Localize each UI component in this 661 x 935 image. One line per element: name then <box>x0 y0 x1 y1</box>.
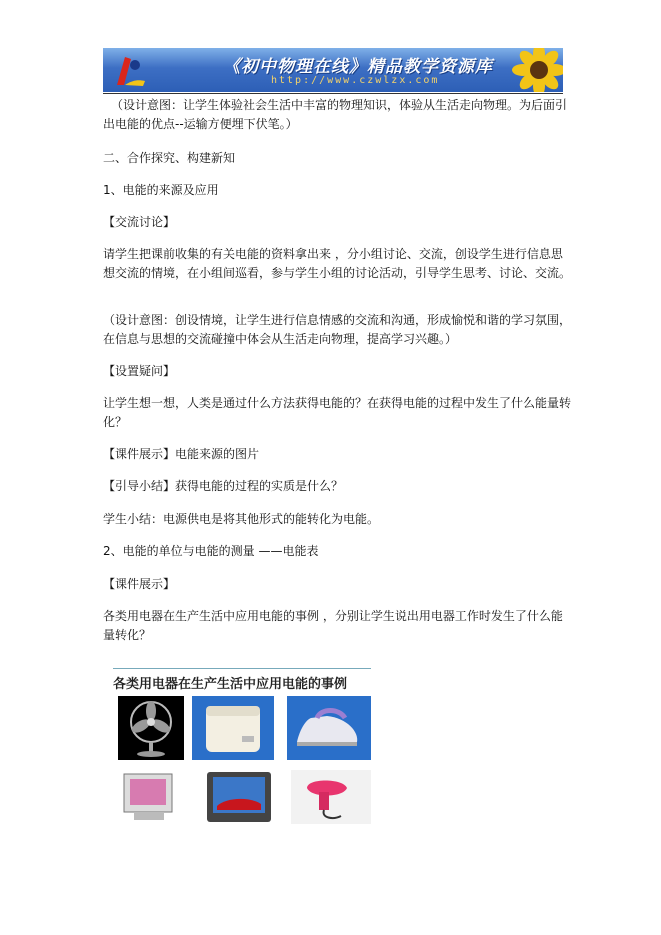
section-heading-2: 二、合作探究、构建新知 <box>103 151 236 165</box>
courseware-sources: 【课件展示】电能来源的图片 <box>103 447 260 461</box>
design-intent-1: （设计意图：让学生体验社会生活中丰富的物理知识，体验从生活走向物理。为后面引出电能的优点--运输方便埋下伏笔。） <box>103 98 568 131</box>
appliances-figure <box>113 666 373 826</box>
guide-summary: 【引导小结】获得电能的过程的实质是什么？ <box>103 479 344 493</box>
figure-title: 各类用电器在生产生活中应用电能的事例 <box>113 677 348 692</box>
subsection-heading-2: 2、电能的单位与电能的测量 ——电能表 <box>103 544 319 558</box>
design-intent-2: （设计意图：创设情境，让学生进行信息情感的交流和沟通，形成愉悦和谐的学习氛围，在信息与思想的交流碰撞中体会从生活走向物理，提高学习兴趣。） <box>103 313 572 346</box>
label-question: 【设置疑问】 <box>103 364 176 378</box>
electric-iron-icon <box>287 696 371 760</box>
banner-url[interactable]: http://www.czwlzx.com <box>271 75 440 86</box>
electric-fan-icon <box>118 696 184 760</box>
site-logo-icon <box>109 51 149 89</box>
figure-top-line <box>113 668 371 669</box>
header-banner <box>103 48 563 92</box>
label-courseware: 【课件展示】 <box>103 577 176 591</box>
label-discussion: 【交流讨论】 <box>103 215 176 229</box>
hair-dryer-icon <box>291 770 371 824</box>
sunflower-icon <box>499 48 563 92</box>
banner-title: 《初中物理在线》精品教学资源库 <box>223 57 493 77</box>
appliance-paragraph: 各类用电器在生产生活中应用电能的事例 ，分别让学生说出用电器工作时发生了什么能量转化？ <box>103 609 563 642</box>
student-summary: 学生小结：电源供电是将其他形式的能转化为电能。 <box>103 512 380 526</box>
question-paragraph: 让学生想一想，人类是通过什么方法获得电能的？在获得电能的过程中发生了什么能量转化？ <box>103 396 572 429</box>
bread-maker-icon <box>192 696 274 760</box>
discussion-paragraph: 请学生把课前收集的有关电能的资料拿出来 ，分小组讨论、交流，创设学生进行信息思想交流的情境，在小组间巡看，参与学生小组的讨论活动，引导学生思考、讨论、交流。 <box>103 247 572 280</box>
header-rule <box>103 93 563 94</box>
subsection-heading-1: 1、电能的来源及应用 <box>103 183 219 197</box>
crt-monitor-icon <box>118 770 184 824</box>
television-icon <box>205 770 273 826</box>
